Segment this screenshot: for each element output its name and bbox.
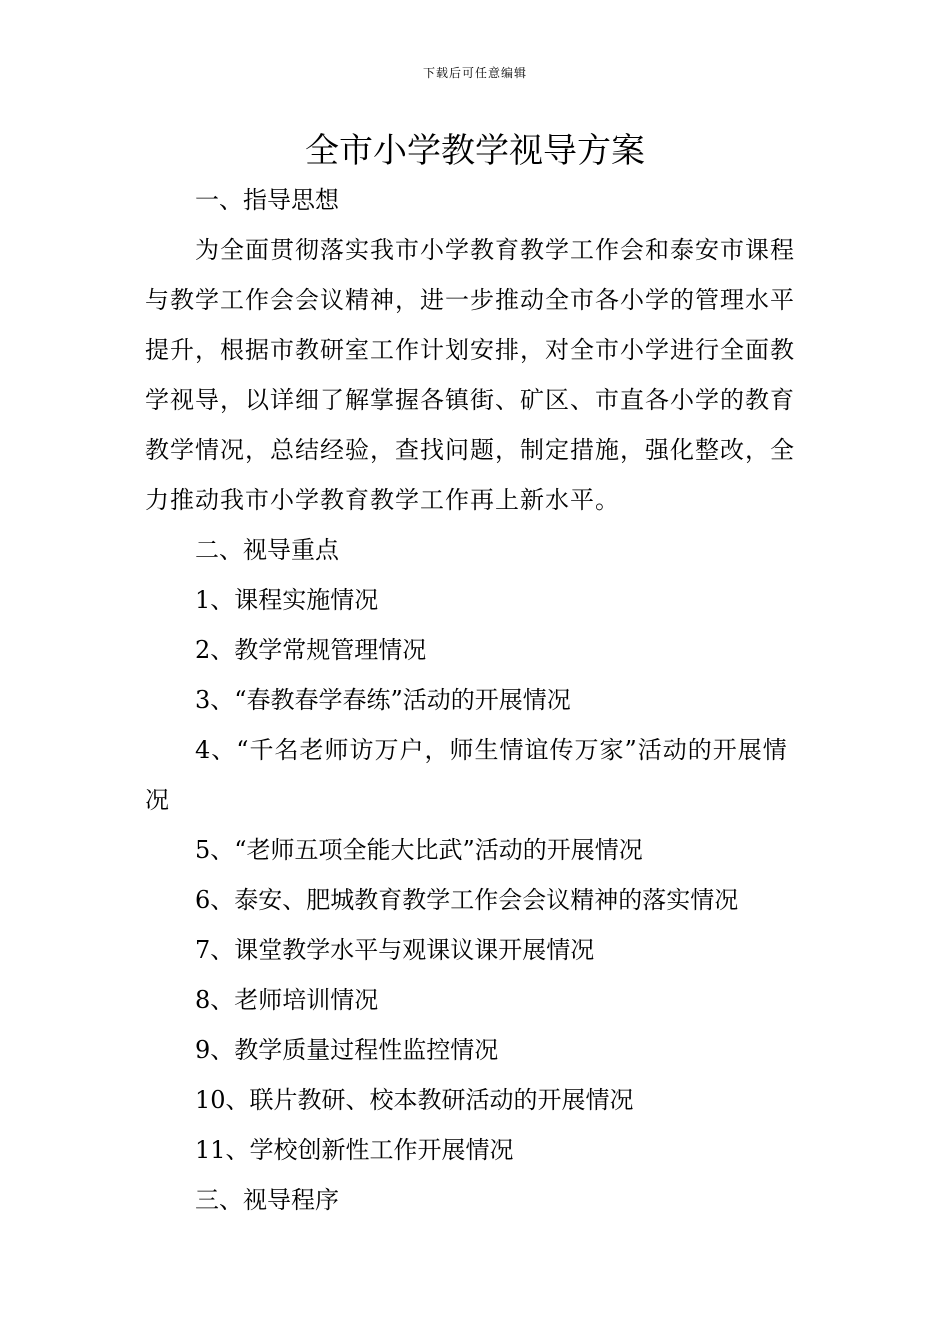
header-note: 下载后可任意编辑: [422, 66, 527, 80]
list-item: 6、泰安、肥城教育教学工作会会议精神的落实情况: [195, 886, 739, 914]
section-heading-guiding-thought: 一、指导思想: [195, 186, 339, 214]
list-item: 7、课堂教学水平与观课议课开展情况: [195, 936, 595, 964]
list-item: 5、“老师五项全能大比武”活动的开展情况: [195, 836, 643, 864]
document-title: 全市小学教学视导方案: [305, 131, 645, 171]
list-item: 8、老师培训情况: [195, 986, 379, 1014]
list-item: 11、学校创新性工作开展情况: [195, 1136, 514, 1164]
list-item: 3、“春教春学春练”活动的开展情况: [195, 686, 571, 714]
section-heading-inspection-focus: 二、视导重点: [195, 536, 339, 564]
list-item: 2、教学常规管理情况: [195, 636, 427, 664]
list-item: 1、课程实施情况: [195, 586, 379, 614]
section-heading-inspection-procedure: 三、视导程序: [195, 1186, 339, 1214]
list-item: 10、联片教研、校本教研活动的开展情况: [195, 1086, 634, 1114]
document-body: [145, 175, 807, 1225]
list-item: 4、“千名老师访万户，师生情谊传万家”活动的开展情况: [145, 736, 788, 814]
list-item: 9、教学质量过程性监控情况: [195, 1036, 499, 1064]
section-paragraph-guiding-thought: 为全面贯彻落实我市小学教育教学工作会和泰安市课程与教学工作会会议精神，进一步推动全市各小学的管理水平提升，根据市教研室工作计划安排，对全市小学进行全面教学视导，以详细了解掌握各镇街、矿区、市直各小学的教育教学情况，总结经验，查找问题，制定措施，强化整改，全力推动我市小学教育教学工作再上新水平。: [145, 236, 795, 514]
